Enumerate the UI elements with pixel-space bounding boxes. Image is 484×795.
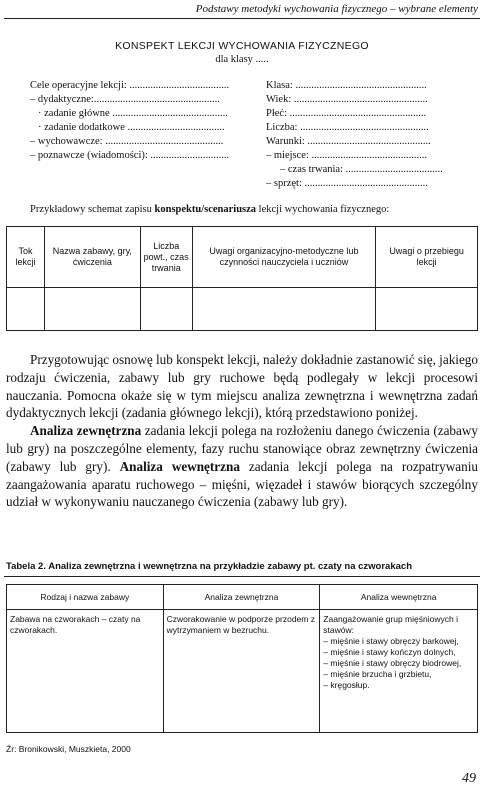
form-field-right: Płeć: ....................................................	[266, 108, 427, 119]
table-cell	[44, 288, 140, 331]
form-field-right: Liczba: .................................................	[266, 122, 429, 133]
form-subtitle: dla klasy .....	[215, 54, 269, 65]
paragraph: Analiza zewnętrzna zadania lekcji polega na rozłożeniu danego ćwiczenia (zabawy lub gry) na poszczególne elementy, fazy ruchu stanowiące obraz zewnętrzny ćwiczenia (zabawy lub gry). Analiza wewnętrzna zadania lekcji polega na rozpatrywaniu zaangażowania aparatu ruchowego – mięśni, więzadeł i stawów biorących szczególny udział w wykonywaniu nauczanego ćwiczenia (zabawy lub gry).	[6, 423, 479, 510]
table-header-cell: Rodzaj i nazwa zabawy	[7, 585, 164, 610]
form-field-left: – poznawcze (wiadomości): ..............................	[30, 150, 230, 161]
running-title: Podstawy metodyki wychowania fizycznego – wybrane elementy	[195, 3, 478, 15]
form-field-left: Cele operacyjne lekcji: ......................................	[30, 80, 230, 91]
schema-caption: Przykładowy schemat zapisu konspektu/scenariusza lekcji wychowania fizycznego:	[30, 204, 390, 215]
table-cell	[192, 288, 376, 331]
list-item: – mięśnie i stawy obręczy biodrowej,	[323, 658, 474, 669]
table-cell	[320, 610, 478, 733]
form-field-right: Klasa: ..................................................	[266, 80, 427, 91]
form-field-right: – miejsce: ............................................	[266, 150, 427, 161]
table2-caption: Tabela 2. Analiza zewnętrzna i wewnętrzna na przykładzie zabawy pt. czaty na czworakach	[6, 561, 412, 572]
form-field-right: – sprzęt: ...............................................	[266, 178, 428, 189]
running-header	[0, 0, 484, 20]
lesson-plan-table	[6, 226, 478, 331]
paragraph: Przygotowując osnowę lub konspekt lekcji, należy dokładnie zastanowić się, jakiego rodzaju ćwiczenia, zabawy lub gry ruchowe będą podlegały w lekcji procesowi nauczania. Pomocna okaże się w tym miejscu analiza zewnętrzna i wewnętrzna zadań dydaktycznych lekcji (zadania głównego lekcji), którą przedstawiono poniżej.	[6, 352, 478, 421]
form-field-right: Warunki: ...............................................	[266, 136, 431, 147]
form-field-right: – czas trwania: .....................................	[280, 164, 443, 175]
table-cell: Zabawa na czworakach – czaty na czworakach.	[7, 610, 164, 733]
source-note: Źr: Bronikowski, Muszkieta, 2000	[6, 744, 131, 754]
table-cell: Czworakowanie w podporze przodem z wytrzymaniem w bezruchu.	[163, 610, 320, 733]
form-field-left: – wychowawcze: .............................................	[30, 136, 224, 147]
analysis-intro: Zaangażowanie grup mięśniowych i stawów:	[323, 614, 458, 635]
table-header-cell: Uwagi organizacyjno-metodyczne lub czynności nauczyciela i uczniów	[192, 227, 376, 288]
table-cell	[376, 288, 478, 331]
table-header-cell: Nazwa zabawy, gry, ćwiczenia	[44, 227, 140, 288]
table-header-cell: Analiza wewnętrzna	[320, 585, 478, 610]
list-item: – mięśnie i stawy kończyn dolnych,	[323, 647, 474, 658]
muscle-list	[323, 636, 474, 691]
table-cell	[7, 288, 45, 331]
form-field-left: – dydaktyczne:................................................	[30, 94, 220, 105]
form-field-left: · zadanie główne ............................................	[38, 108, 228, 119]
table-header-row	[7, 585, 478, 610]
form-field-left: · zadanie dodatkowe .....................................	[38, 122, 225, 133]
body-text	[6, 351, 478, 511]
table-cell	[140, 288, 192, 331]
table-row	[7, 610, 478, 733]
analysis-table	[6, 584, 478, 733]
list-item: – kręgosłup.	[323, 680, 474, 691]
form-field-right: Wiek: ...................................................	[266, 94, 428, 105]
page-number: 49	[462, 771, 476, 786]
table-header-cell: Uwagi o przebiegu lekcji	[376, 227, 478, 288]
table-header-cell: Analiza zewnętrzna	[163, 585, 320, 610]
table-header-cell: Liczba powt., czas trwania	[140, 227, 192, 288]
list-item: – mięśnie i stawy obręczy barkowej,	[323, 636, 474, 647]
caption-rule	[4, 576, 480, 577]
header-rule	[4, 18, 480, 19]
list-item: – mięśnie brzucha i grzbietu,	[323, 669, 474, 680]
table-header-cell: Tok lekcji	[7, 227, 45, 288]
form-title: KONSPEKT LEKCJI WYCHOWANIA FIZYCZNEGO	[115, 40, 369, 52]
table-header-row	[7, 227, 478, 288]
table-row	[7, 288, 478, 331]
